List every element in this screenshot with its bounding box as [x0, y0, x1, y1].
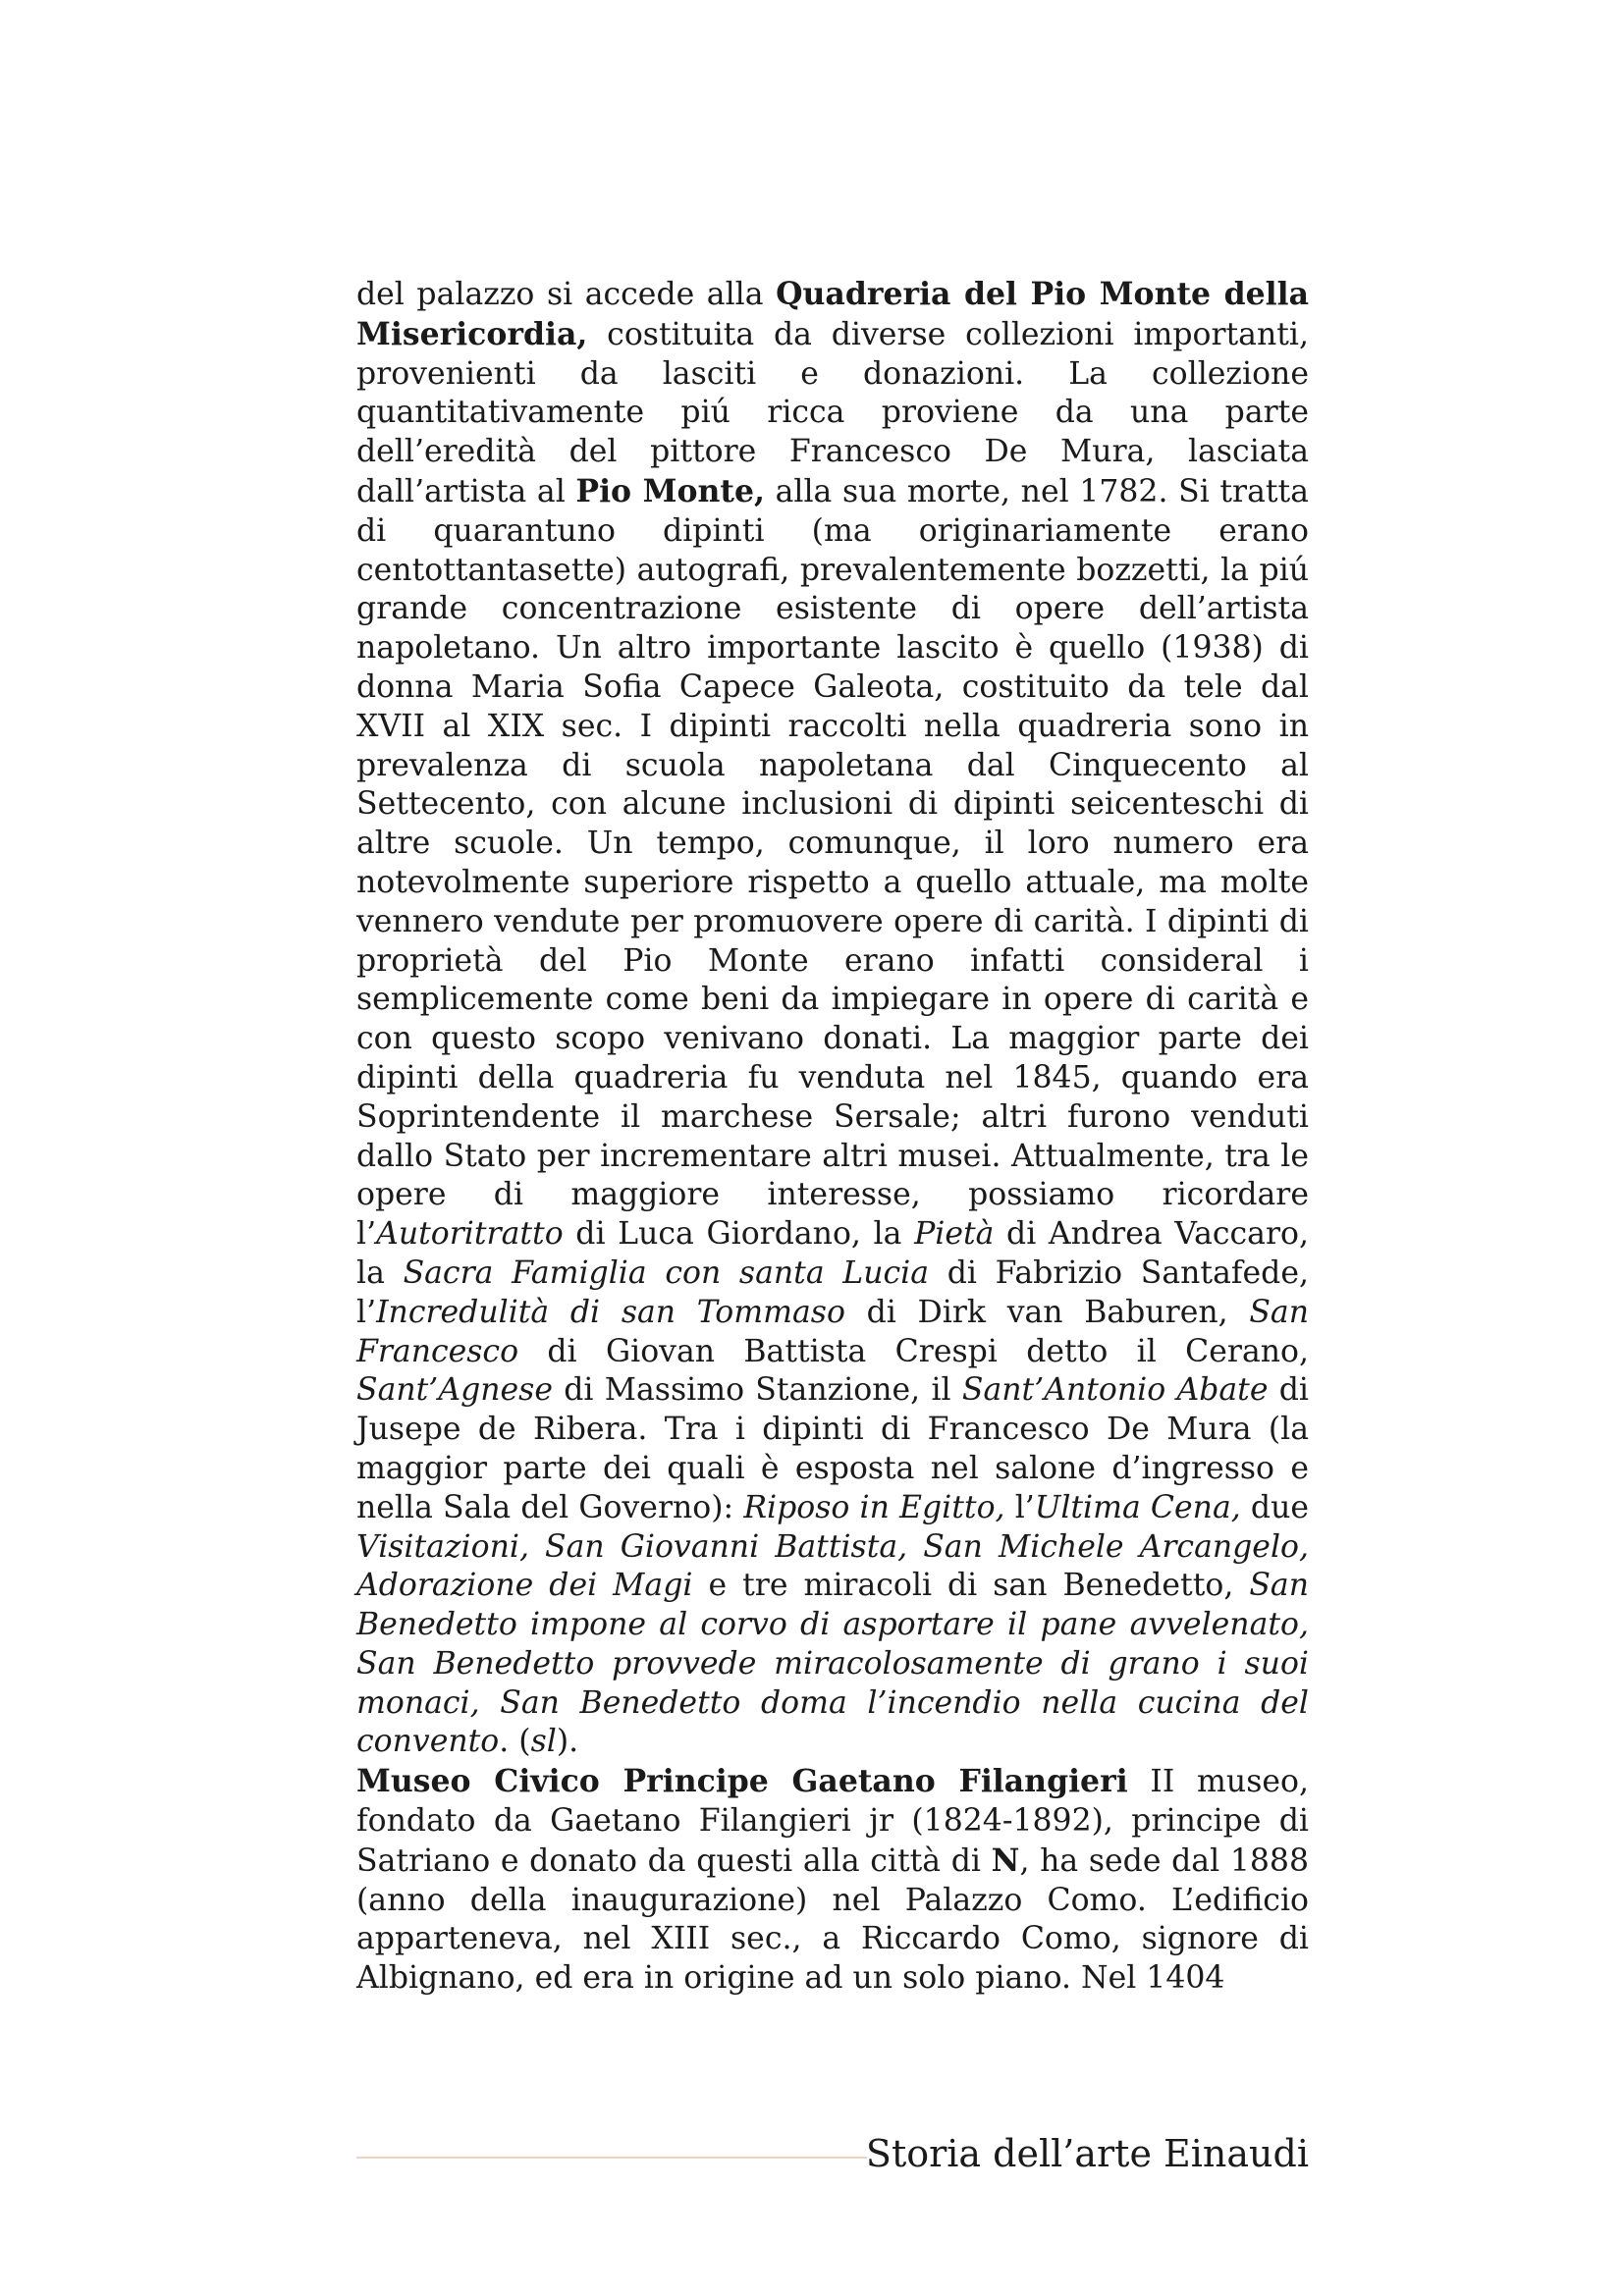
footer-rule [356, 2157, 867, 2159]
text-run: costituita da diverse collezioni importanti, provenienti da lasciti e donazioni. La collezione quantitativamente piú ricca proviene da una parte dell’eredità del pittore Francesco De Mura, lasciata dall’artista al [356, 316, 1309, 509]
text-run: l’ [1004, 1489, 1035, 1525]
text-run: ). [556, 1724, 579, 1760]
bold-term: Quadreria del Pio Monte della Misericordia, [356, 276, 1309, 352]
text-run: e tre miracoli di san Benedetto, [692, 1568, 1250, 1604]
text-run: di Massimo Stanzione, il [552, 1372, 962, 1409]
italic-title: Ultima Cena, [1034, 1489, 1241, 1525]
italic-title: San Benedetto impone al corvo di asportare il pane avvelenato, San Benedetto provvede miracolosamente di grano i suoi monaci, San Benedetto doma l’incendio nella cucina del convento [356, 1568, 1309, 1760]
text-run: di Jusepe de Ribera. Tra i dipinti di Francesco De Mura (la maggior parte dei quali è esposta nel salone d’ingresso e nella Sala del Governo): [356, 1372, 1309, 1525]
text-run: alla sua morte, nel 1782. Si tratta di quarantuno dipinti (ma originariamente erano centottantasette) autografi, prevalentemente bozzetti, la piú grande concentrazione esistente di opere dell’artista napoletano. Un altro importante lascito è quello (1938) di donna Maria Sofia Capece Galeota, costituito da tele dal XVII al XIX sec. I dipinti raccolti nella quadreria sono in prevalenza di scuola napoletana dal Cinquecento al Settecento, con alcune inclusioni di dipinti seicenteschi di altre scuole. Un tempo, comunque, il loro numero era notevolmente superiore rispetto a quello attuale, ma molte vennero vendute per promuovere opere di carità. I dipinti di proprietà del Pio Monte erano infatti consideral i semplicemente come beni da impiegare in opere di carità e con questo scopo venivano donati. La maggior parte dei dipinti della quadreria fu venduta nel 1845, quando era Soprintendente il marchese Sersale; altri furono venduti dallo Stato per incrementare altri musei. Attualmente, tra le opere di maggiore interesse, possiamo ricordare l’ [356, 473, 1309, 1253]
bold-term: Pio Monte, [575, 472, 765, 509]
text-run: , ha sede dal 1888 (anno della inaugurazione) nel Palazzo Como. L’edificio apparteneva, nel XIII sec., a Riccardo Como, signore di Albignano, ed era in origine ad un solo piano. Nel 1404 [356, 1842, 1309, 1997]
italic-title: San Francesco [356, 1294, 1309, 1369]
italic-title: sl [530, 1724, 557, 1760]
text-run: due [1240, 1489, 1310, 1525]
italic-title: Sant’Agnese [356, 1372, 553, 1409]
text-run: del palazzo si accede alla [356, 277, 777, 312]
text-run: di Andrea Vaccaro, la [356, 1216, 1309, 1291]
italic-title: Sacra Famiglia con santa Lucia [403, 1255, 930, 1291]
text-run: II museo, fondato da Gaetano Filangieri jr (1824-1892), principe di Satriano e donato da questi alla città di [356, 1764, 1309, 1879]
italic-title: Visitazioni, San Giovanni Battista, San Michele Arcangelo, Adorazione dei Magi [356, 1528, 1309, 1604]
text-run: di Dirk van Baburen, [844, 1294, 1250, 1330]
bold-term: Museo Civico Principe Gaetano Filangieri [356, 1763, 1128, 1800]
text-run: . ( [499, 1724, 531, 1760]
bold-term: N [991, 1842, 1020, 1879]
text-run: di Fabrizio Santafede, l’ [356, 1255, 1309, 1330]
paragraph-museo-filangieri [356, 1762, 1309, 1999]
italic-title: Sant’Antonio Abate [961, 1372, 1269, 1409]
italic-title: Pietà [914, 1216, 995, 1253]
italic-title: Autoritratto [376, 1216, 564, 1253]
text-run: di Luca Giordano, la [563, 1216, 915, 1253]
paragraph-quadreria [356, 275, 1309, 1762]
italic-title: Riposo in Egitto, [743, 1489, 1005, 1525]
italic-title: Incredulità di san Tommaso [376, 1294, 845, 1330]
footer-title: Storia dell’arte Einaudi [865, 2132, 1309, 2175]
text-run: di Giovan Battista Crespi detto il Cerano, [518, 1333, 1309, 1369]
body-text [356, 275, 1309, 1999]
